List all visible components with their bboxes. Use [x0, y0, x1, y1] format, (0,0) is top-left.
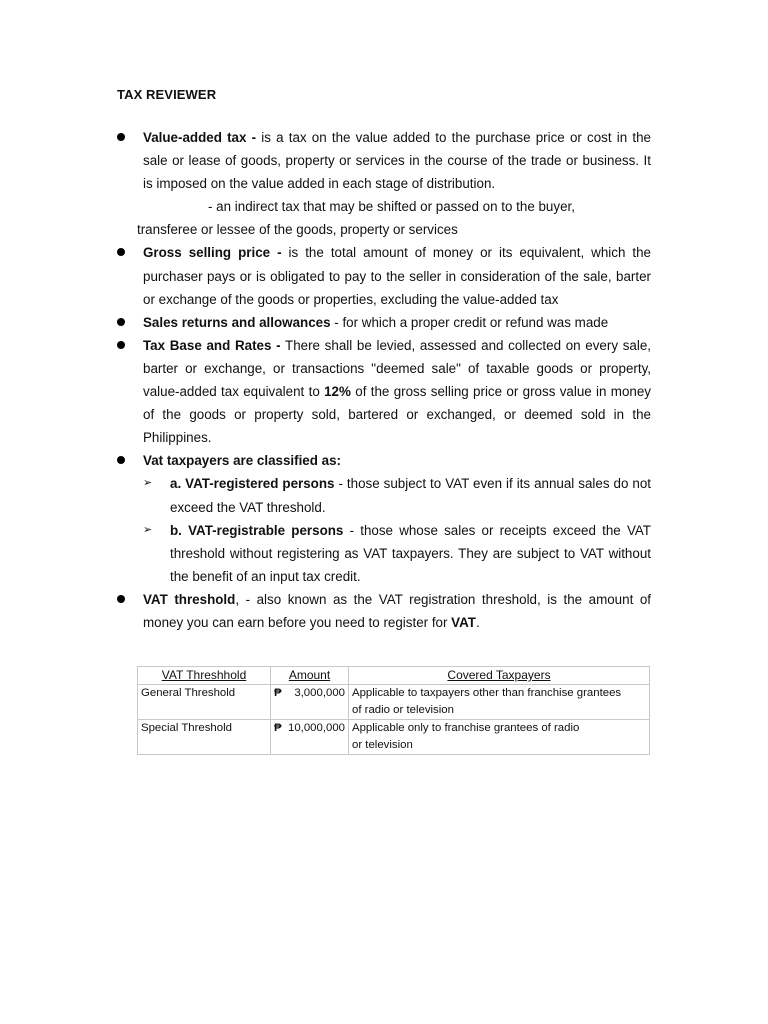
bullet-icon	[117, 456, 125, 464]
document-title: TAX REVIEWER	[117, 87, 217, 102]
covered-taxpayers: Applicable to taxpayers other than franchise grantees	[349, 685, 650, 703]
column-header: Covered Taxpayers	[349, 667, 650, 685]
peso-sign: ₱	[274, 722, 282, 734]
table-row-continuation	[138, 737, 650, 755]
amount-value: 3,000,000	[294, 687, 345, 699]
amount-value: 10,000,000	[287, 722, 345, 734]
term: VAT	[451, 614, 476, 630]
list-item-sales-returns	[117, 311, 651, 334]
document-body	[117, 126, 651, 634]
definition: There shall be levied, assessed and collected on every sale, barter or exchange, or transactions "deemed sale" of taxable goods or property, value-added tax equivalent to	[143, 337, 651, 400]
table-row-continuation	[138, 702, 650, 720]
bullet-icon	[117, 248, 125, 256]
term: Gross selling price -	[143, 245, 282, 261]
bullet-icon	[117, 595, 125, 603]
covered-taxpayers-continued: of radio or television	[349, 702, 650, 720]
amount-cell	[271, 720, 349, 738]
punctuation: .	[475, 614, 480, 630]
term: Sales returns and allowances	[143, 314, 331, 330]
bullet-icon	[117, 341, 125, 349]
covered-taxpayers: Applicable only to franchise grantees of radio	[349, 720, 650, 738]
threshold-label: Special Threshold	[138, 720, 271, 738]
bullet-icon	[117, 318, 125, 326]
continuation-line: transferee or lessee of the goods, property or services	[137, 222, 458, 238]
column-header: VAT Threshhold	[138, 667, 271, 685]
table-row	[138, 685, 650, 703]
list-item-vat-taxpayers	[117, 449, 651, 588]
term: b. VAT-registrable persons	[170, 522, 344, 538]
definition: is a tax on the value added to the purchase price or cost in the sale or lease of goods, property or services in the course of the trade or business. It is imposed on the value added in each stage of distribution.	[143, 130, 652, 192]
definition: is the total amount of money or its equivalent, which the purchaser pays or is obligated to pay to the seller in consideration of the sale, barter or exchange of the goods or properties, excluding the value-added tax	[143, 245, 651, 307]
continuation-line: - an indirect tax that may be shifted or passed on to the buyer,	[208, 199, 575, 215]
covered-taxpayers-continued: or television	[349, 737, 650, 755]
list-item-tax-base-rates	[117, 334, 651, 449]
sub-item-vat-registered	[143, 472, 651, 518]
definition-list	[117, 126, 651, 634]
column-header: Amount	[271, 667, 349, 685]
list-item-gross-selling-price	[117, 241, 651, 310]
arrow-bullet-icon: ➢	[143, 477, 153, 490]
bullet-icon	[117, 133, 125, 141]
table-header-row	[138, 667, 650, 685]
list-item-vat-threshold	[117, 588, 651, 634]
threshold-label: General Threshold	[138, 685, 271, 703]
definition: - those whose sales or receipts exceed the VAT threshold without registering as VAT taxpayers. They are subject to VAT without the benefit of an input tax credit.	[170, 522, 651, 584]
list-item-value-added-tax	[117, 126, 651, 241]
term: Vat taxpayers are classified as:	[143, 453, 342, 469]
arrow-bullet-icon: ➢	[143, 523, 153, 536]
sub-item-vat-registrable	[143, 519, 651, 588]
term: VAT threshold	[143, 591, 236, 607]
vat-threshold-table	[137, 666, 650, 755]
definition: - for which a proper credit or refund was made	[330, 314, 609, 330]
definition: , - also known as the VAT registration threshold, is the amount of money you can earn before you need to register for	[143, 591, 651, 630]
definition: of the gross selling price or gross value in money of the goods or property sold, bartered or exchanged, or deemed sold in the Philippines.	[143, 384, 651, 446]
amount-cell	[271, 685, 349, 703]
term: a. VAT-registered persons	[170, 476, 335, 492]
term: Tax Base and Rates -	[143, 337, 281, 353]
peso-sign: ₱	[274, 687, 282, 699]
table-row	[138, 720, 650, 738]
term: Value-added tax -	[143, 130, 257, 145]
sub-list	[143, 472, 651, 587]
vat-rate: 12%	[324, 384, 351, 400]
definition: - those subject to VAT even if its annual sales do not exceed the VAT threshold.	[170, 476, 651, 515]
